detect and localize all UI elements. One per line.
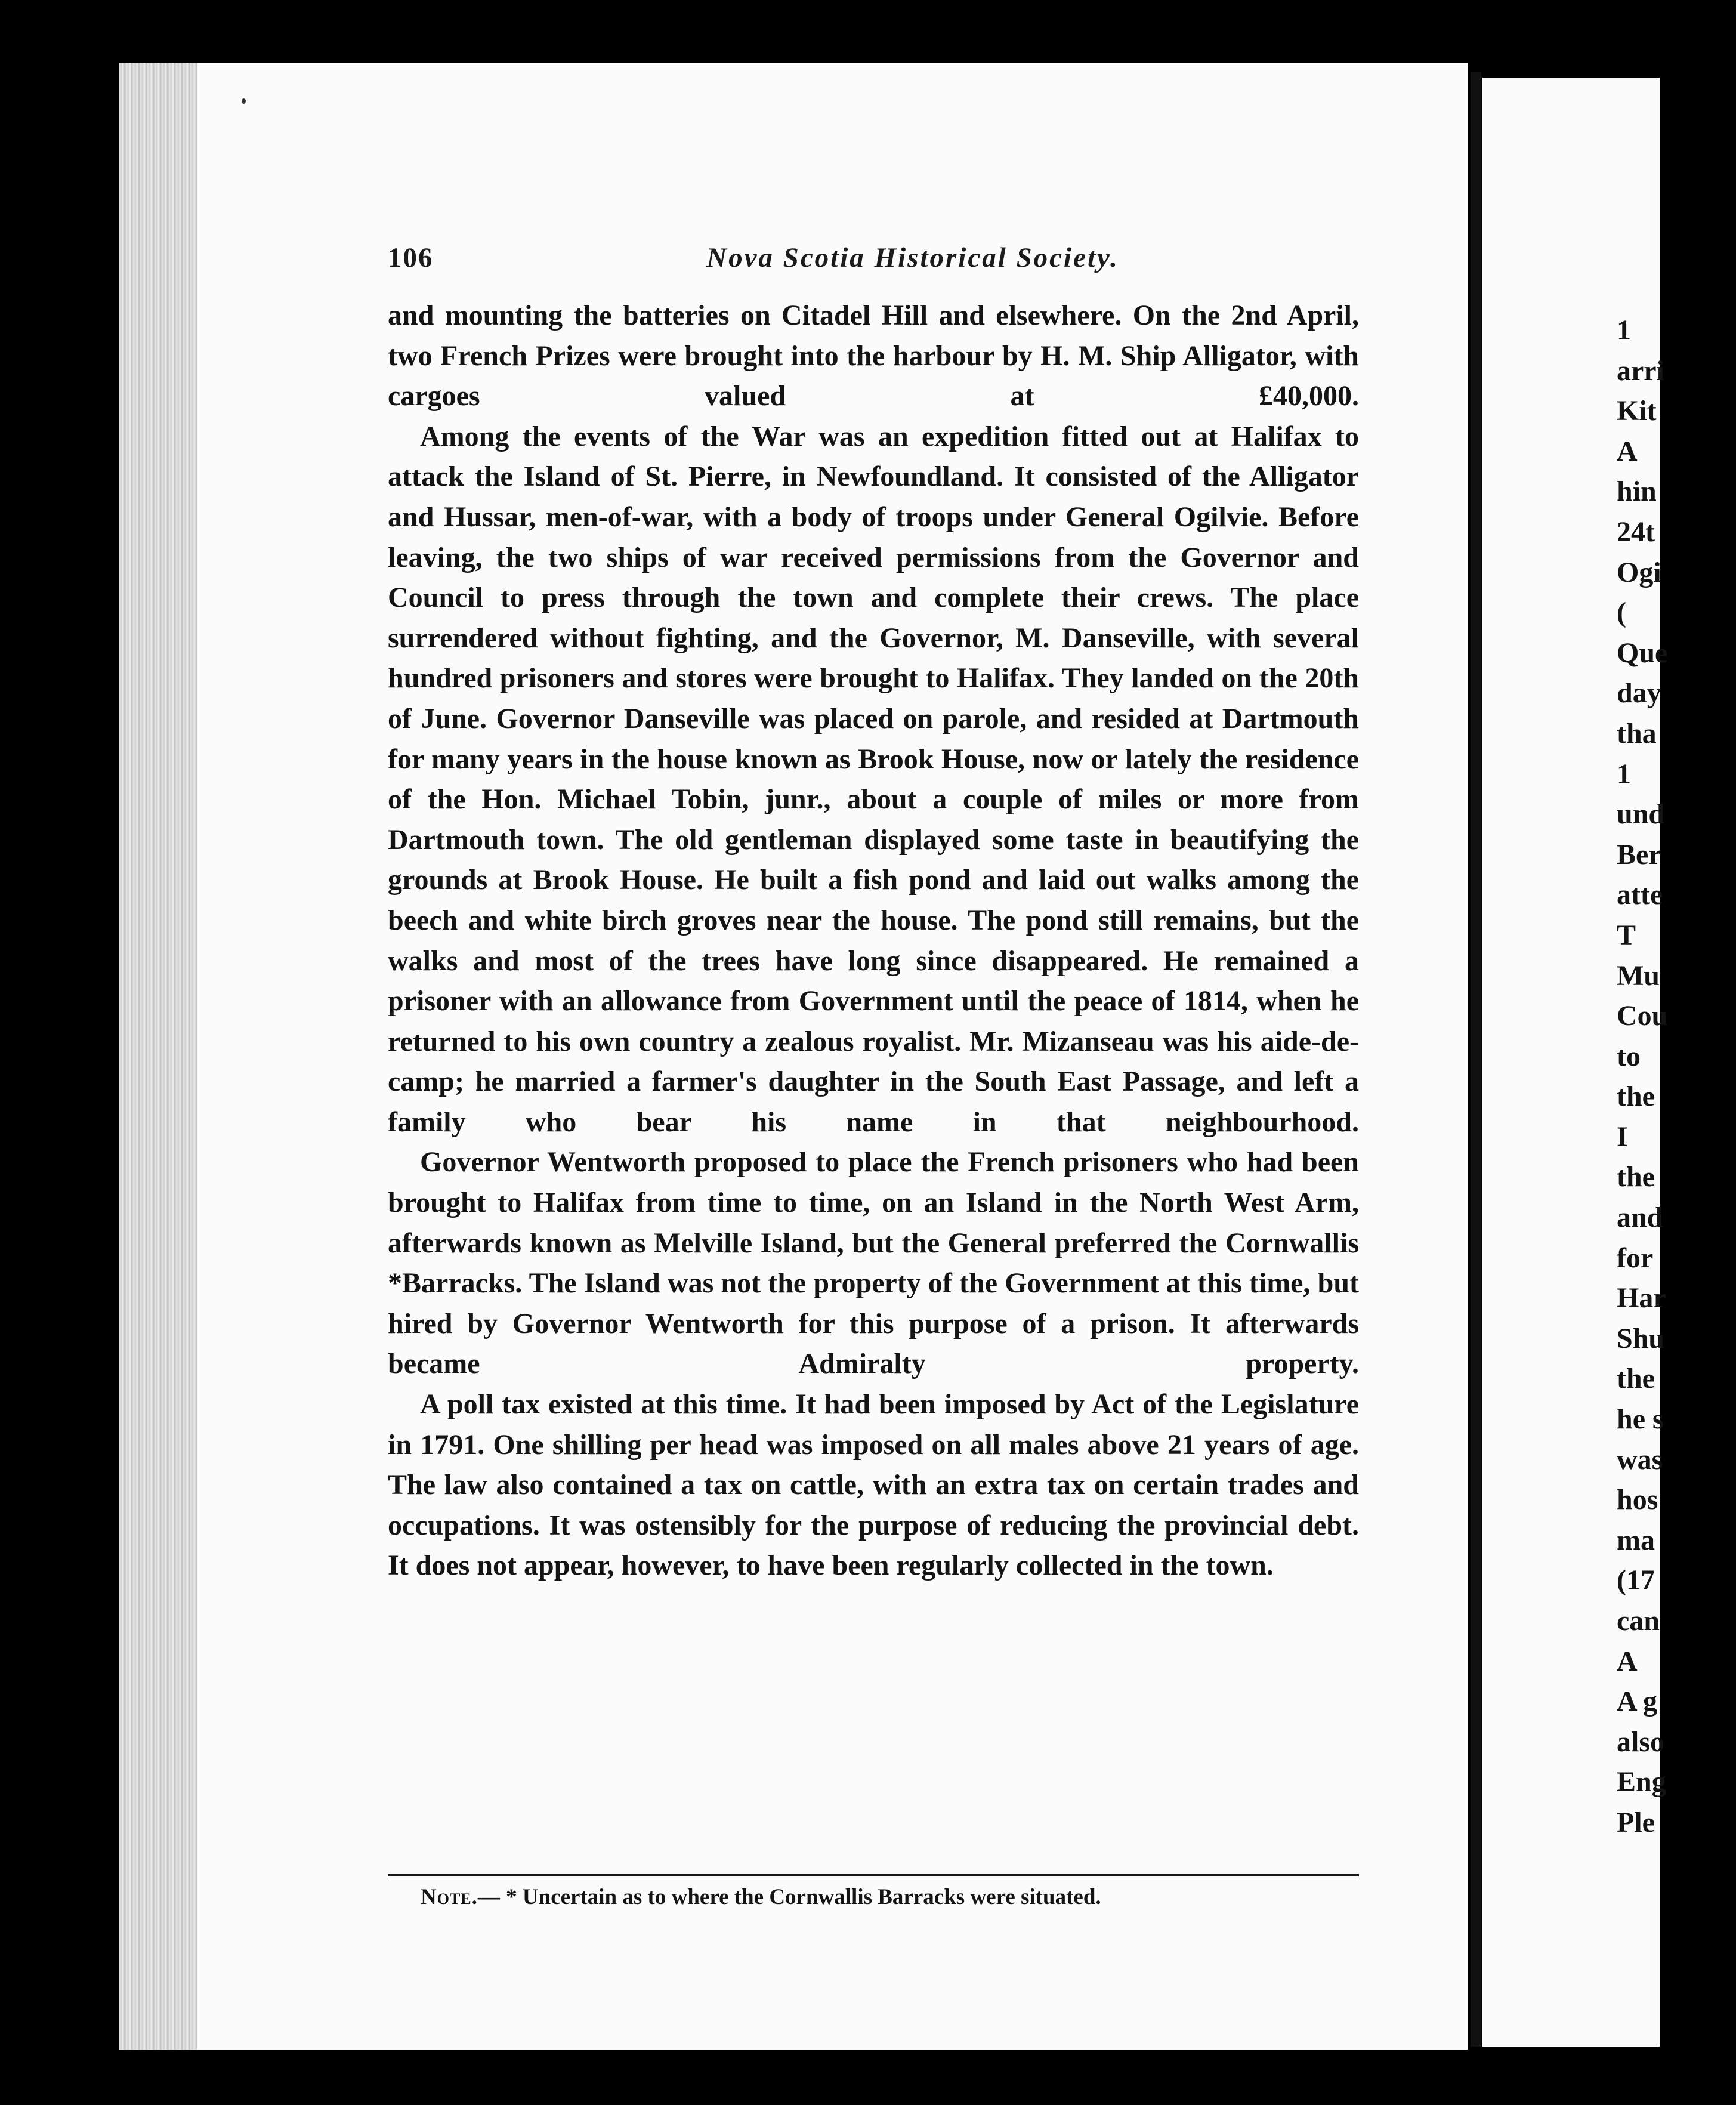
facing-page-line: Ber xyxy=(1617,838,1661,871)
facing-page-line: 1 xyxy=(1617,758,1631,790)
facing-page-line: Ogi xyxy=(1617,556,1661,588)
facing-page-line: was xyxy=(1617,1443,1663,1476)
facing-page-line: ma xyxy=(1617,1524,1655,1556)
paragraph: and mounting the batteries on Citadel Hill and elsewhere. On the 2nd April, two French Prizes were brought into the harbour by H. M. Ship Alligator, with cargoes valued at £40,000. xyxy=(388,300,1359,412)
body-text xyxy=(388,295,1359,1586)
facing-page-line: ( xyxy=(1617,597,1626,629)
facing-page-line: hin xyxy=(1617,476,1657,508)
paragraph: Governor Wentworth proposed to place the French prisoners who had been brought to Halifax from time to time, on an Island in the North West Arm, afterwards known as Melville Island, but the General preferred the Cornwallis *Barracks. The Island was not the property of the Government at this time, but hired by Governor Wentworth for this purpose of a prison. It afterwards became Admiralty property. xyxy=(388,1146,1359,1380)
footnote-text: * Uncertain as to where the Cornwallis Barracks were situated. xyxy=(506,1885,1101,1909)
facing-page-line: Kit xyxy=(1617,395,1657,427)
facing-page-line: hos xyxy=(1617,1484,1658,1516)
facing-page-line: the xyxy=(1617,1161,1655,1193)
facing-page-line: Mu xyxy=(1617,959,1660,992)
footnote-rule xyxy=(388,1874,1359,1876)
facing-page-line: (17 xyxy=(1617,1564,1655,1597)
facing-page-line: A xyxy=(1617,435,1638,467)
facing-page-line: und xyxy=(1617,798,1665,831)
facing-page-line: to xyxy=(1617,1040,1641,1072)
page-edges xyxy=(119,63,200,2050)
ink-speck xyxy=(242,98,246,104)
facing-page-line: can xyxy=(1617,1605,1660,1637)
facing-page-line: I xyxy=(1617,1121,1628,1153)
facing-page-line: Har xyxy=(1617,1282,1666,1314)
facing-page-line: for xyxy=(1617,1242,1654,1274)
footnote-label: Note.— xyxy=(421,1885,501,1909)
facing-page-line: and xyxy=(1617,1202,1663,1234)
facing-page-line: Shu xyxy=(1617,1322,1665,1354)
facing-page-line: A g xyxy=(1617,1686,1658,1718)
facing-page-line: Cou xyxy=(1617,1000,1668,1032)
facing-page-line: 24t xyxy=(1617,516,1655,548)
footnote xyxy=(421,1882,1351,1912)
facing-page-line: day xyxy=(1617,677,1661,709)
facing-page-line: A xyxy=(1617,1645,1638,1677)
facing-page-line: arri xyxy=(1617,354,1664,387)
paragraph: A poll tax existed at this time. It had been imposed by Act of the Legislature in 1791. One shilling per head was imposed on all males above 21 years of age. The law also contained a tax on cattle, with an extra tax on certain trades and occupations. It was ostensibly for the purpose of reducing the provincial debt. It does not appear, however, to have been regularly collected in the town. xyxy=(388,1388,1359,1582)
facing-page xyxy=(1482,78,1668,2047)
book-gutter xyxy=(1471,72,1481,2047)
paragraph: Among the events of the War was an expedition fitted out at Halifax to attack the Island of St. Pierre, in Newfoundland. It consisted of the Alligator and Hussar, men-of-war, with a body of troops under General Ogilvie. Before leaving, the two ships of war received permissions from the Governor and Council to press through the town and complete their crews. The place surrendered without fighting, and the Governor, M. Danseville, with several hundred prisoners and stores were brought to Halifax. They landed on the 20th of June. Governor Danseville was placed on parole, and resided at Dartmouth for many years in the house known as Brook House, now or lately the residence of the Hon. Michael Tobin, junr., about a couple of miles or more from Dartmouth town. The old gentleman displayed some taste in beautifying the grounds at Brook House. He built a fish pond and laid out walks among the beech and white birch groves near the house. The pond still remains, but the walks and most of the trees have long since disappeared. He remained a prisoner with an allowance from Government until the peace of 1814, when he returned to his own country a zealous royalist. Mr. Mizanseau was his aide-de-camp; he married a farmer's daughter in the South East Passage, and left a family who bear his name in that neighbourhood. xyxy=(388,420,1359,1138)
facing-page-line: tha xyxy=(1617,717,1657,749)
running-title: Nova Scotia Historical Society. xyxy=(706,242,1119,273)
left-page xyxy=(197,63,1468,2050)
facing-page-line: he s xyxy=(1617,1403,1664,1436)
facing-page-line: T xyxy=(1617,919,1636,951)
facing-page-line: Que xyxy=(1617,637,1668,669)
running-head xyxy=(388,242,1354,277)
facing-page-line: Eng xyxy=(1617,1766,1666,1798)
page-number: 106 xyxy=(388,242,434,273)
facing-page-line: 1 xyxy=(1617,314,1631,346)
facing-page-line: the xyxy=(1617,1081,1655,1113)
facing-page-line: the xyxy=(1617,1363,1655,1395)
facing-page-line: Ple xyxy=(1617,1806,1655,1838)
facing-page-line: atte xyxy=(1617,879,1663,911)
facing-page-text xyxy=(1617,310,1736,1843)
facing-page-line: also xyxy=(1617,1726,1665,1758)
